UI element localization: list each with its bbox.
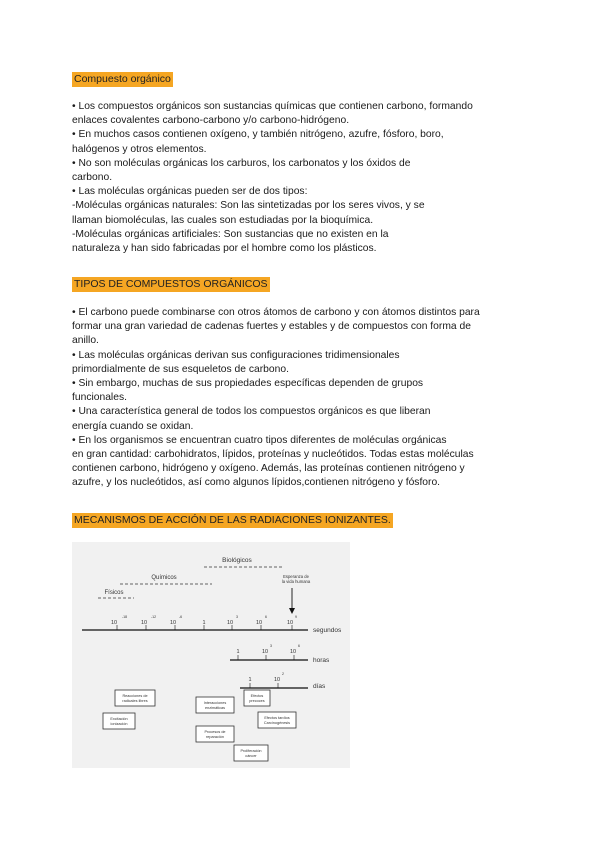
svg-text:Interacciones: Interacciones <box>203 701 227 705</box>
text-line: • No son moléculas orgánicas los carburos, los carbonatos y los óxidos de <box>72 157 411 169</box>
life-expectancy-label-line2: la vida humana <box>281 579 311 584</box>
hours-tick <box>290 644 300 660</box>
svg-text:ionización: ionización <box>110 722 128 726</box>
text-line: funcionales. <box>72 392 127 404</box>
svg-text:10: 10 <box>261 649 269 655</box>
svg-text:precoces: precoces <box>249 699 265 703</box>
days-axis-label: días <box>313 683 326 690</box>
text-line: • Una característica general de todos los compuestos orgánicos es que liberan <box>72 406 431 418</box>
svg-text:-6: -6 <box>179 615 183 619</box>
svg-text:10: 10 <box>273 677 281 683</box>
text-line: • Los compuestos orgánicos son sustancias químicas que contienen carbono, formando <box>72 101 473 112</box>
section-1-body <box>72 100 522 256</box>
svg-text:Efectos tardíos: Efectos tardíos <box>264 716 290 720</box>
text-line: • Las moléculas orgánicas pueden ser de dos tipos: <box>72 186 308 198</box>
seconds-tick <box>202 620 205 630</box>
text-line: naturaleza y han sido fabricadas por el hombre como los plásticos. <box>72 243 377 255</box>
svg-text:6: 6 <box>265 615 267 619</box>
svg-text:Reacciones de: Reacciones de <box>122 694 148 698</box>
svg-text:-12: -12 <box>151 615 157 619</box>
text-line: energía cuando se oxidan. <box>72 420 194 432</box>
radiation-timeline-figure <box>72 542 350 768</box>
svg-text:Procesos de: Procesos de <box>204 730 226 734</box>
text-line: • El carbono puede combinarse con otros átomos de carbono y con átomos distintos para <box>72 307 480 318</box>
text-line: carbono. <box>72 172 113 184</box>
svg-text:-18: -18 <box>122 615 128 619</box>
days-tick <box>274 672 284 688</box>
text-line: formar una gran variedad de cadenas fuertes y estables y de compuestos con forma de <box>72 321 471 333</box>
text-line: -Moléculas orgánicas naturales: Son las sintetizadas por los seres vivos, y se <box>72 200 425 212</box>
days-tick <box>248 677 251 688</box>
seconds-tick <box>141 615 156 630</box>
hours-axis-label: horas <box>313 657 330 664</box>
svg-text:10: 10 <box>169 620 177 626</box>
svg-text:2: 2 <box>282 672 284 676</box>
seconds-tick <box>170 615 182 630</box>
hours-tick <box>236 649 239 660</box>
svg-text:10: 10 <box>289 649 297 655</box>
text-line: llaman biomoléculas, las cuales son estudiadas por la bioquímica. <box>72 214 374 226</box>
text-line: • Las moléculas orgánicas derivan sus configuraciones tridimensionales <box>72 349 400 361</box>
box-excitation <box>103 713 135 729</box>
seconds-tick <box>227 615 238 630</box>
box-repair <box>196 726 234 742</box>
section-heading-compuesto-organico: Compuesto orgánico <box>74 73 171 85</box>
svg-text:3: 3 <box>236 615 238 619</box>
svg-text:6: 6 <box>298 644 300 648</box>
section-heading-tipos: TIPOS DE COMPUESTOS ORGÁNICOS <box>74 278 268 290</box>
box-early-effects <box>244 690 270 706</box>
svg-text:Excitación: Excitación <box>110 717 128 721</box>
text-line: azufre, y los nucleótidos, así como algunos lípidos,contienen nitrógeno y fósforo. <box>72 477 441 489</box>
svg-text:10: 10 <box>110 620 118 626</box>
seconds-tick <box>256 615 267 630</box>
life-expectancy-label-line1: Esperanza de <box>283 574 309 579</box>
box-cancer <box>234 745 268 761</box>
text-line: halógenos y otros elementos. <box>72 143 207 155</box>
text-line: -Moléculas orgánicas artificiales: Son sustancias que no existen en la <box>72 228 389 240</box>
svg-text:cáncer: cáncer <box>245 754 257 758</box>
life-expectancy-arrowhead <box>289 608 295 614</box>
text-line: en gran cantidad: carbohidratos, lípidos, proteínas y nucleótidos. Todas estas moléculas <box>72 449 474 461</box>
svg-text:enzimáticas: enzimáticas <box>204 706 226 710</box>
svg-text:10: 10 <box>255 620 263 626</box>
text-line: • En muchos casos contienen oxígeno, y también nitrógeno, azufre, fósforo, boro, <box>72 129 444 141</box>
svg-text:1: 1 <box>248 677 252 683</box>
box-enzymatic <box>196 697 234 713</box>
svg-text:reparación: reparación <box>206 735 224 739</box>
seconds-tick <box>287 615 297 630</box>
hours-tick <box>262 644 272 660</box>
text-line: anillo. <box>72 335 99 347</box>
svg-text:Carcinogénesis: Carcinogénesis <box>263 721 291 725</box>
phase-label-fisicos: Físicos <box>104 590 124 596</box>
svg-text:radicales libres: radicales libres <box>122 699 148 703</box>
text-line: primordialmente de sus esqueletos de carbono. <box>72 363 289 375</box>
phase-label-biologicos: Biológicos <box>222 557 252 564</box>
seconds-tick <box>111 615 127 630</box>
text-line: enlaces covalentes carbono-carbono y/o carbono-hidrógeno. <box>72 115 350 127</box>
section-2-body <box>72 306 522 491</box>
phase-label-quimicos: Químicos <box>151 575 177 581</box>
seconds-axis-label: segundos <box>313 627 342 634</box>
section-heading-mecanismos: MECANISMOS DE ACCIÓN DE LAS RADIACIONES IONIZANTES. <box>74 514 391 526</box>
svg-text:10: 10 <box>140 620 148 626</box>
svg-text:9: 9 <box>295 615 297 619</box>
text-line: contienen carbono, hidrógeno y oxígeno. Además, las proteínas contienen nitrógeno y <box>72 463 465 475</box>
svg-text:Efectos: Efectos <box>250 694 264 698</box>
svg-text:10: 10 <box>286 620 294 626</box>
text-line: • Sin embargo, muchas de sus propiedades específicas dependen de grupos <box>72 378 424 390</box>
svg-text:Proliferación: Proliferación <box>240 749 262 753</box>
box-late-effects <box>258 712 296 728</box>
svg-text:1: 1 <box>236 649 240 655</box>
svg-text:3: 3 <box>270 644 272 648</box>
text-line: • En los organismos se encuentran cuatro tipos diferentes de moléculas orgánicas <box>72 434 447 446</box>
svg-text:10: 10 <box>226 620 234 626</box>
box-free-radicals <box>115 690 155 706</box>
svg-text:1: 1 <box>202 620 206 626</box>
